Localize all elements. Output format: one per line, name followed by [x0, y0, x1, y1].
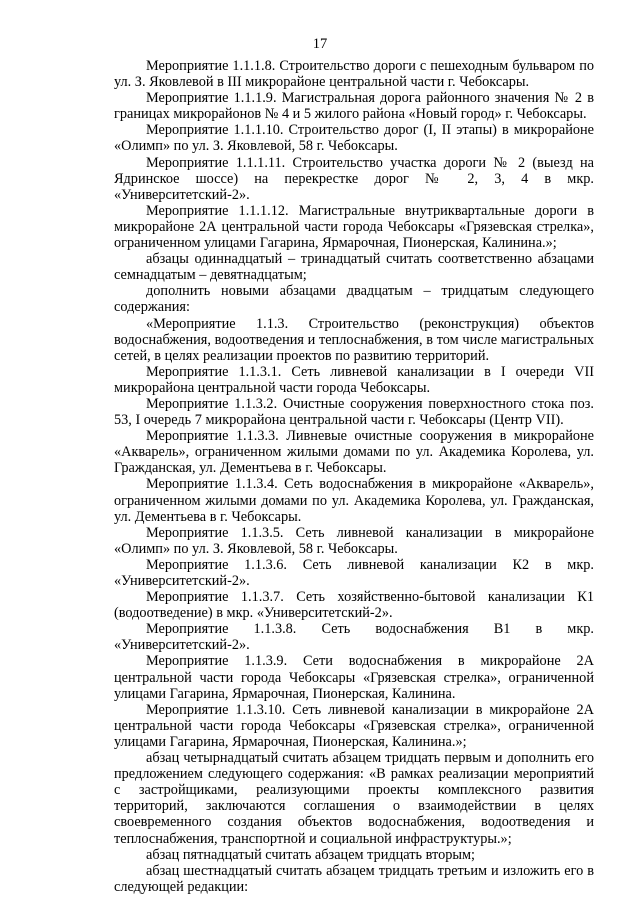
paragraph: Мероприятие 1.1.3.3. Ливневые очистные сооружения в микрорайоне «Акварель», ограниченном жилыми домами по ул. Академика Королева, ул. Гражданская, ул. Дементьева в г. Чебоксары.: [114, 428, 594, 477]
paragraph: Мероприятие 1.1.1.9. Магистральная дорога районного значения № 2 в границах микрорайонов № 4 и 5 жилого района «Новый город» г. Чебоксары.: [114, 90, 594, 123]
paragraph: абзац четырнадцатый считать абзацем тридцать первым и дополнить его предложением следующего содержания: «В рамках реализации мероприятий с застройщиками, реализующими проекты комплексного развития территорий, заключаются соглашения о взаимодействии в целях своевременного создания объектов водоснабжения, водоотведения и теплоснабжения, транспортной и социальной инфраструктуры.»;: [114, 750, 594, 847]
paragraph: Мероприятие 1.1.3.5. Сеть ливневой канализации в микрорайоне «Олимп» по ул. З. Яковлевой, 58 г. Чебоксары.: [114, 524, 594, 557]
paragraph: дополнить новыми абзацами двадцатым – тридцатым следующего содержания:: [114, 283, 594, 316]
paragraph: Мероприятие 1.1.3.8. Сеть водоснабжения В1 в мкр. «Университетский-2».: [114, 621, 594, 654]
page-number: 17: [312, 36, 328, 52]
paragraph: Мероприятие 1.1.3.6. Сеть ливневой канализации К2 в мкр. «Университетский-2».: [114, 556, 594, 589]
paragraph: абзац шестнадцатый считать абзацем тридцать третьим и изложить его в следующей редакции:: [114, 862, 594, 895]
paragraph: Мероприятие 1.1.1.10. Строительство дорог (I, II этапы) в микрорайоне «Олимп» по ул. З. Яковлевой, 58 г. Чебоксары.: [114, 122, 594, 155]
document-body: [114, 58, 594, 895]
paragraph: Мероприятие 1.1.3.10. Сеть ливневой канализации в микрорайоне 2А центральной части города Чебоксары «Грязевская стрелка», ограниченной улицами Гагарина, Ярмарочная, Пионерская, Калинина.»;: [114, 701, 594, 750]
paragraph: Мероприятие 1.1.1.8. Строительство дороги с пешеходным бульваром по ул. З. Яковлевой в III микрорайоне центральной части г. Чебоксары.: [114, 58, 594, 91]
paragraph: Мероприятие 1.1.1.12. Магистральные внутриквартальные дороги в микрорайоне 2А центральной части города Чебоксары «Грязевская стрелка», ограниченном улицами Гагарина, Ярмарочная, Пионерская, Калинина.»;: [114, 202, 594, 252]
paragraph: Мероприятие 1.1.3.4. Сеть водоснабжения в микрорайоне «Акварель», ограниченном жилыми домами по ул. Академика Королева, ул. Гражданская, ул. Дементьева в г. Чебоксары.: [114, 476, 594, 525]
paragraph: Мероприятие 1.1.1.11. Строительство участка дороги № 2 (выезд на Ядринское шоссе) на перекрестке дорог № 2, 3, 4 в мкр. «Университетский-2».: [114, 154, 594, 203]
paragraph: Мероприятие 1.1.3.2. Очистные сооружения поверхностного стока поз. 53, I очередь 7 микрорайона центральной части г. Чебоксары (Центр VII).: [114, 395, 594, 429]
paragraph: абзац пятнадцатый считать абзацем тридцать вторым;: [146, 846, 476, 863]
paragraph: Мероприятие 1.1.3.7. Сеть хозяйственно-бытовой канализации К1 (водоотведение) в мкр. «Университетский-2».: [114, 589, 594, 622]
paragraph: абзацы одиннадцатый – тринадцатый считать соответственно абзацами семнадцатым – девятнадцатым;: [114, 251, 594, 284]
paragraph: Мероприятие 1.1.3.1. Сеть ливневой канализации в I очереди VII микрорайона центральной части города Чебоксары.: [114, 363, 594, 396]
paragraph: Мероприятие 1.1.3.9. Сети водоснабжения в микрорайоне 2А центральной части города Чебоксары «Грязевская стрелка», ограниченной улицами Гагарина, Ярмарочная, Пионерская, Калинина.: [114, 653, 594, 702]
paragraph: «Мероприятие 1.1.3. Строительство (реконструкция) объектов водоснабжения, водоотведения и теплоснабжения, в том числе магистральных сетей, в целях реализации проектов по развитию территорий.: [114, 315, 594, 364]
